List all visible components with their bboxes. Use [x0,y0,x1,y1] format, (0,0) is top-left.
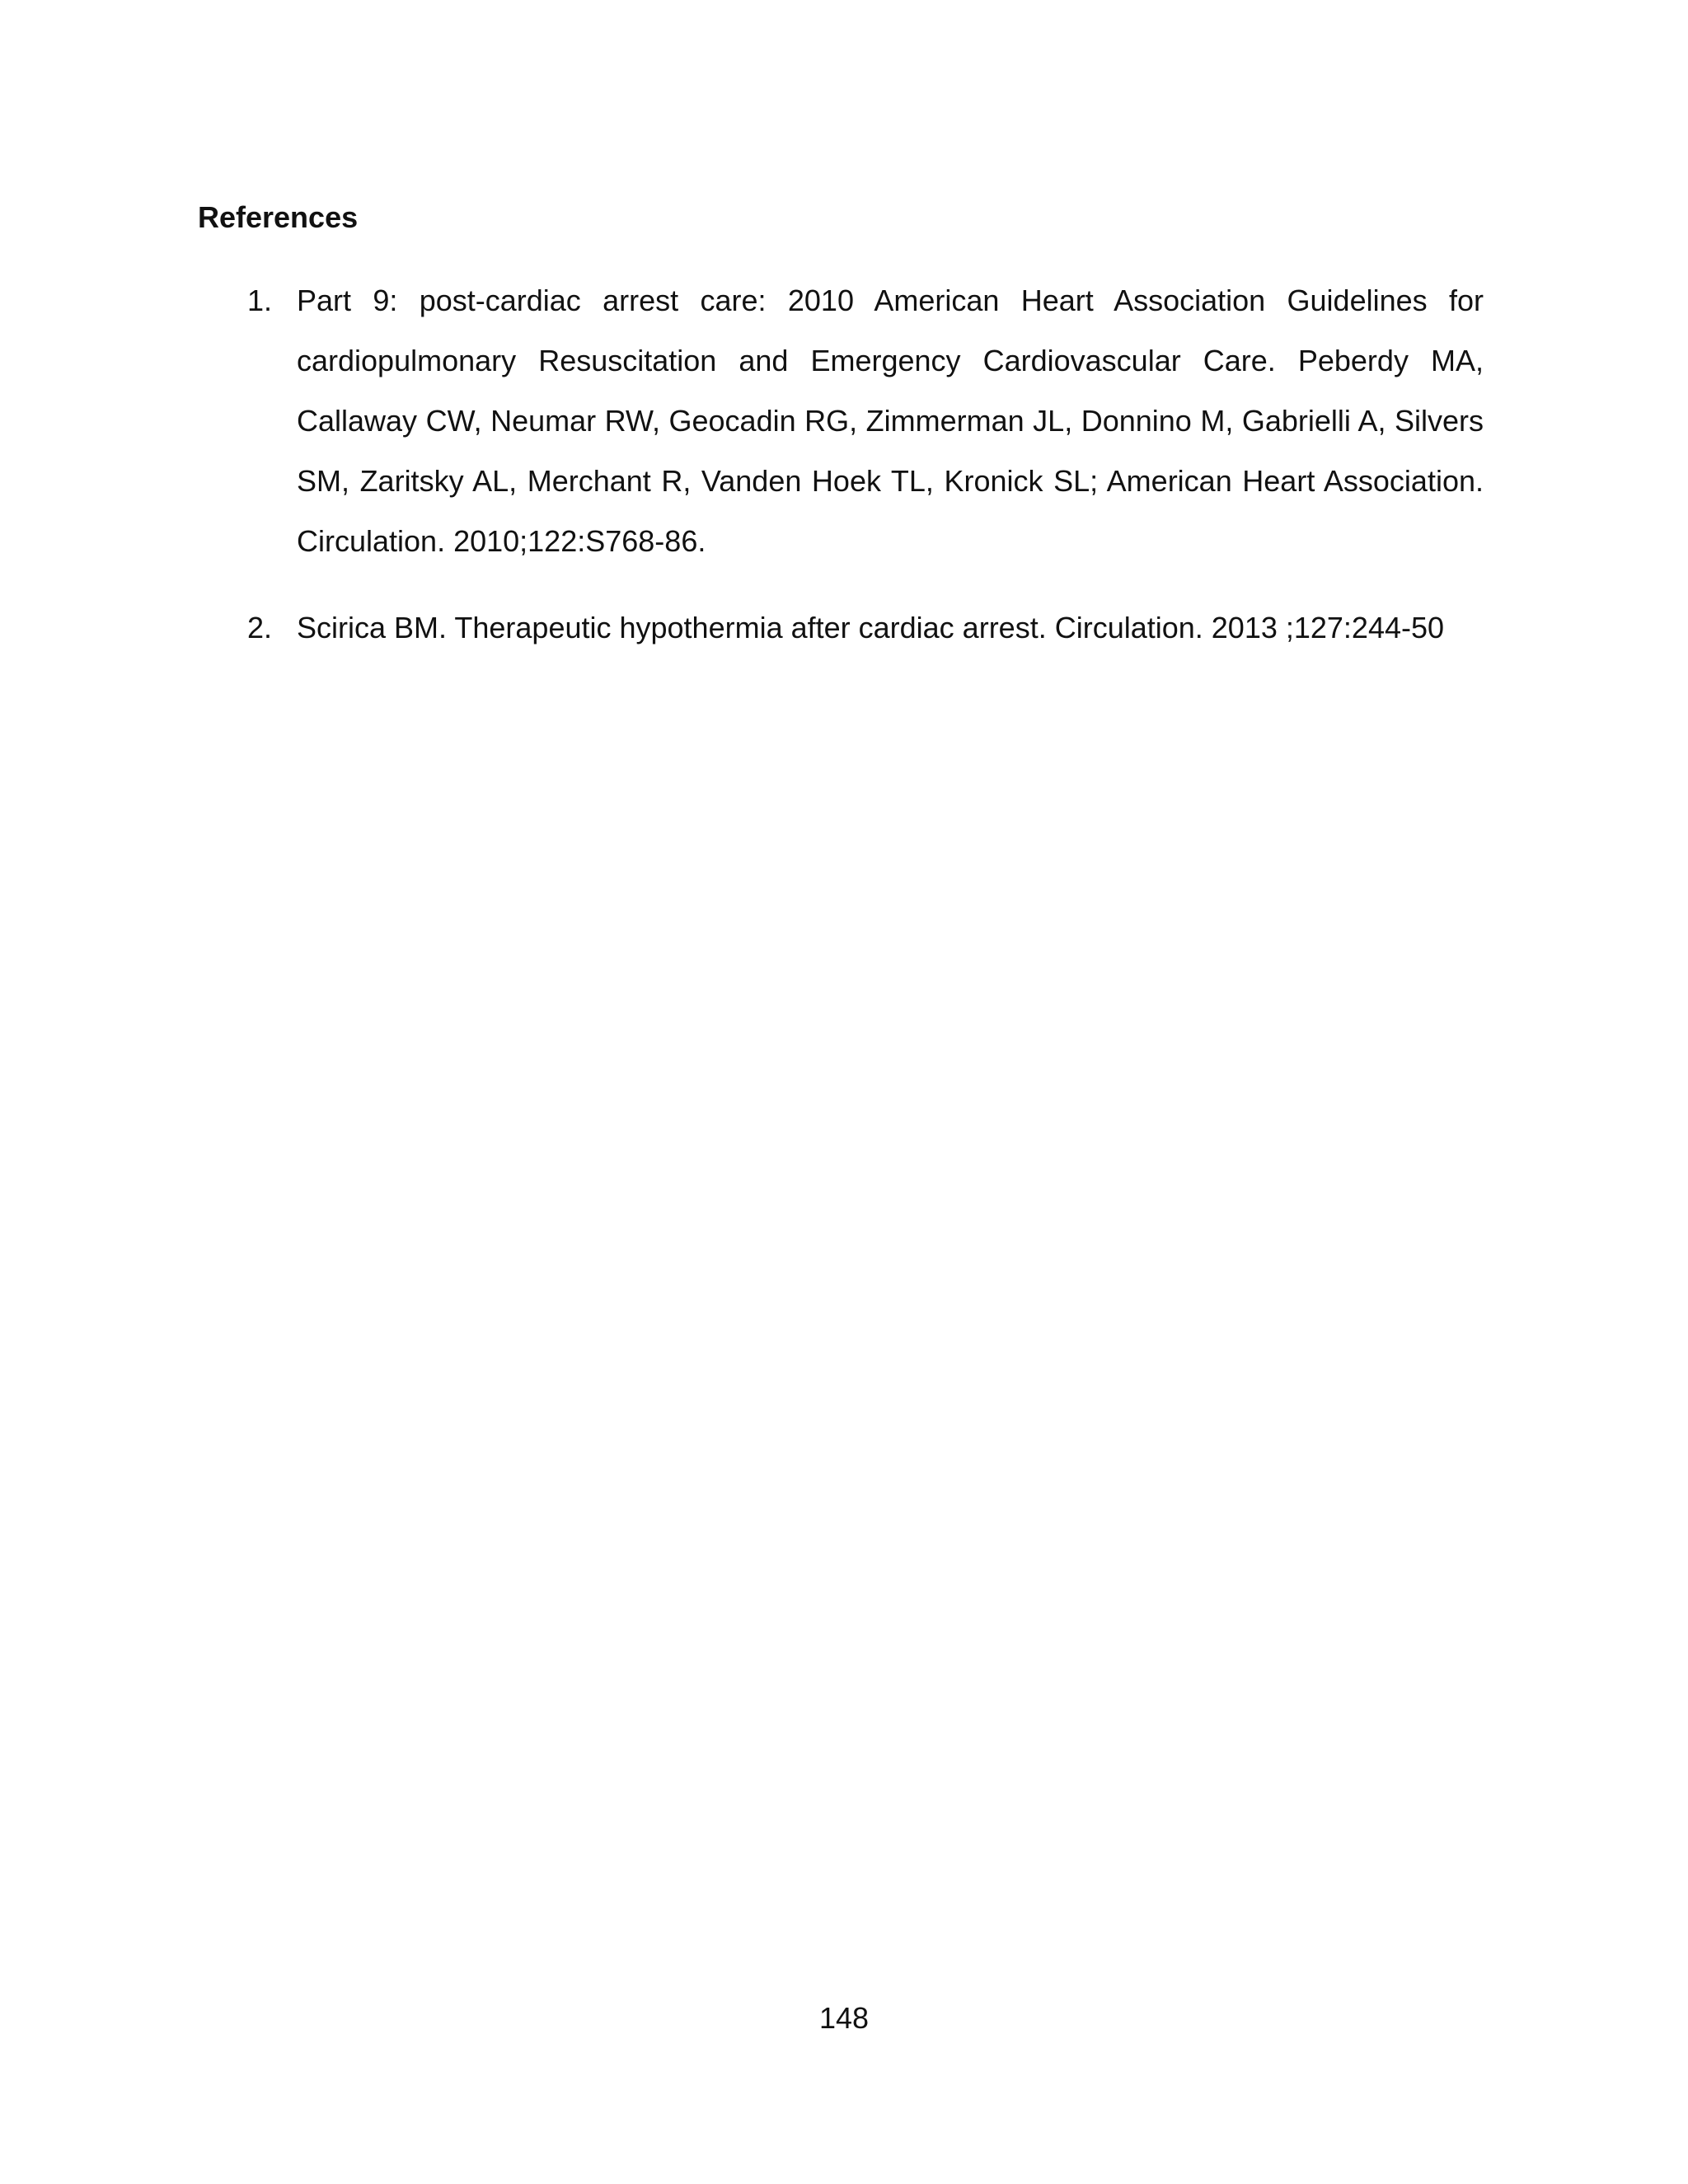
reference-item-2 [198,598,1484,658]
reference-text: Part 9: post-cardiac arrest care: 2010 American Heart Association Guidelines for cardiopulmonary Resuscitation and Emergency Cardiovascular Care. Peberdy MA, Callaway CW, Neumar RW, Geocadin RG, Zimmerman JL, Donnino M, Gabrielli A, Silvers SM, Zaritsky AL, Merchant R, Vanden Hoek TL, Kronick SL; American Heart Association. Circulation. 2010;122:S768-86. [297,284,1484,558]
reference-number: 2. [247,611,273,644]
reference-list [198,270,1484,684]
reference-number: 1. [247,284,273,317]
reference-item-1 [198,270,1484,571]
references-heading: References [198,200,359,234]
reference-text: Scirica BM. Therapeutic hypothermia after cardiac arrest. Circulation. 2013 ;127:244-50 [297,611,1445,644]
page-number: 148 [818,2001,870,2035]
